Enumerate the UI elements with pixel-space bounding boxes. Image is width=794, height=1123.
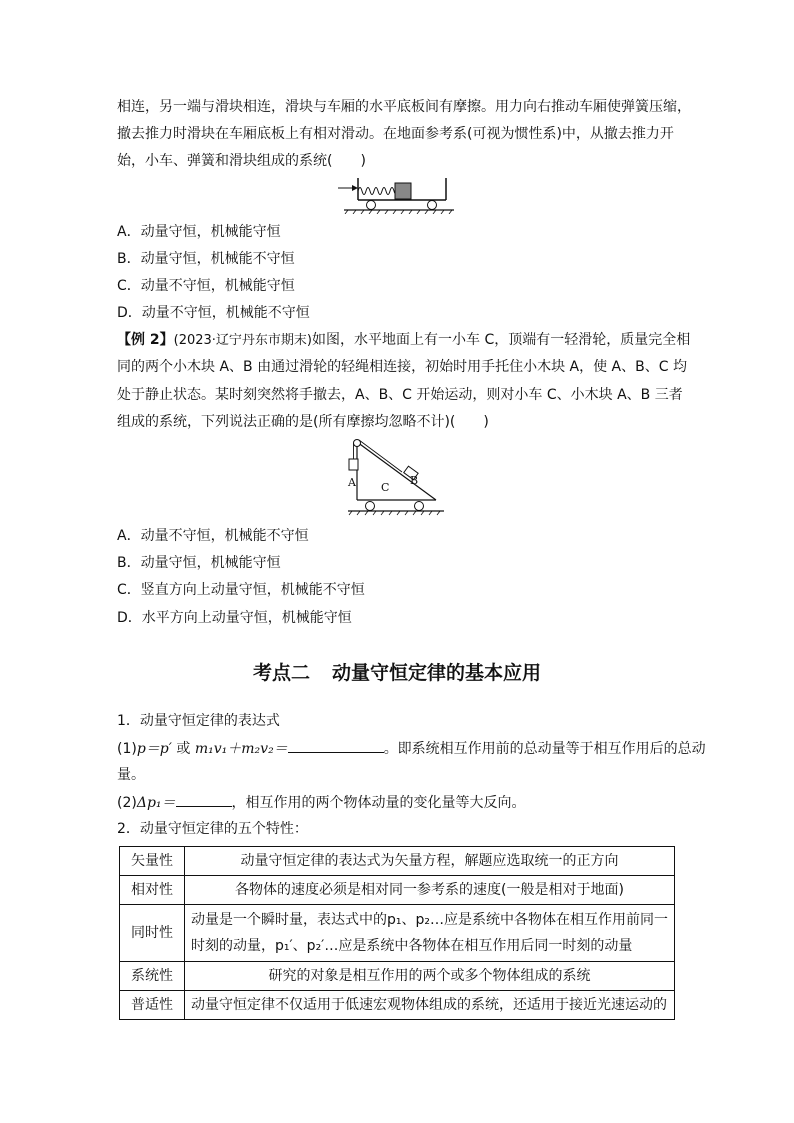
table-row (120, 905, 675, 962)
q1-option-d: D．动量不守恒，机械能不守恒 (117, 305, 310, 321)
row-key: 系统性 (120, 962, 185, 991)
item1-line-1 (117, 738, 706, 759)
row-key: 普适性 (120, 991, 185, 1020)
table-row (120, 876, 675, 905)
row-value: 研究的对象是相互作用的两个或多个物体组成的系统 (185, 962, 675, 991)
formula-p: p＝p′ (136, 741, 172, 757)
q1-option-c: C．动量不守恒，机械能守恒 (117, 278, 295, 294)
wedge-cart-figure (344, 436, 448, 518)
ex2-tag: 【例 2】 (117, 332, 174, 348)
q1-option-b: B．动量守恒，机械能不守恒 (117, 251, 295, 267)
section-heading (0, 660, 794, 686)
item1-l1-or: 或 (171, 741, 195, 757)
label-b: B (410, 474, 419, 487)
item1-l2-post: ，相互作用的两个物体动量的变化量等大反向。 (231, 795, 526, 811)
item1-l1-post: 。即系统相互作用前的总动量等于相互作用后的总动 (383, 741, 706, 757)
ex2-line-1-text: 如图，水平地面上有一小车 C，顶端有一轻滑轮，质量完全相 (312, 332, 691, 348)
row-key: 同时性 (120, 905, 185, 962)
ex2-option-d: D．水平方向上动量守恒，机械能守恒 (117, 610, 352, 626)
item1-line-1-cont: 量。 (117, 767, 145, 783)
item1-line-2 (117, 792, 526, 813)
row-key: 相对性 (120, 876, 185, 905)
q1-line-3: 始，小车、弹簧和滑块组成的系统( ) (117, 153, 366, 169)
table-row (120, 962, 675, 991)
ex2-option-c: C．竖直方向上动量守恒，机械能不守恒 (117, 582, 365, 598)
blank-1 (288, 738, 384, 753)
q1-line-2: 撤去推力时滑块在车厢底板上有相对滑动。在地面参考系(可视为惯性系)中，从撤去推力开 (117, 126, 674, 142)
q1-line-1: 相连，另一端与滑块相连，滑块与车厢的水平底板间有摩擦。用力向右推动车厢使弹簧压缩， (117, 99, 691, 115)
item1-l1-prefix: (1) (117, 741, 137, 757)
cart-spring-figure (336, 174, 456, 214)
table-row (120, 991, 675, 1020)
ex2-option-a: A．动量不守恒，机械能不守恒 (117, 528, 309, 544)
row-value: 动量守恒定律不仅适用于低速宏观物体组成的系统，还适用于接近光速运动的 (185, 991, 675, 1020)
item1-l2-prefix: (2) (117, 795, 137, 811)
ex2-line-1 (117, 330, 690, 351)
item2-title: 2．动量守恒定律的五个特性： (117, 821, 308, 837)
row-key: 矢量性 (120, 847, 185, 876)
formula-m1v1: m₁v₁＋m₂v₂＝ (194, 741, 288, 757)
ex2-line-3: 处于静止状态。某时刻突然将手撤去，A、B、C 开始运动，则对小车 C、小木块 A、B 三者 (117, 387, 683, 403)
label-a: A (348, 476, 356, 489)
row-value-line-2: 时刻的动量，p₁′、p₂′…应是系统中各物体在相互作用后同一时刻的动量 (191, 938, 633, 954)
ex2-line-2: 同的两个小木块 A、B 由通过滑轮的轻绳相连接，初始时用手托住小木块 A，使 A、B、C 均 (117, 359, 687, 375)
row-value-line-1: 动量是一个瞬时量，表达式中的p₁、p₂…应是系统中各物体在相互作用前同一 (191, 912, 668, 928)
item1-title: 1．动量守恒定律的表达式 (117, 713, 280, 729)
row-value: 动量守恒定律的表达式为矢量方程，解题应选取统一的正方向 (185, 847, 675, 876)
label-c: C (381, 481, 390, 494)
q1-option-a: A．动量守恒，机械能守恒 (117, 224, 281, 240)
formula-dp1: Δp₁＝ (136, 795, 176, 811)
section-title: 动量守恒定律的基本应用 (332, 662, 542, 684)
table-row (120, 847, 675, 876)
properties-table (119, 846, 675, 1020)
ex2-option-b: B．动量守恒，机械能守恒 (117, 555, 281, 571)
row-value (185, 905, 675, 962)
blank-2 (176, 792, 232, 807)
ex2-source: (2023·辽宁丹东市期末) (173, 333, 312, 348)
ex2-line-4: 组成的系统，下列说法正确的是(所有摩擦均忽略不计)( ) (117, 414, 489, 430)
section-number: 考点二 (252, 662, 310, 684)
row-value: 各物体的速度必须是相对同一参考系的速度(一般是相对于地面) (185, 876, 675, 905)
